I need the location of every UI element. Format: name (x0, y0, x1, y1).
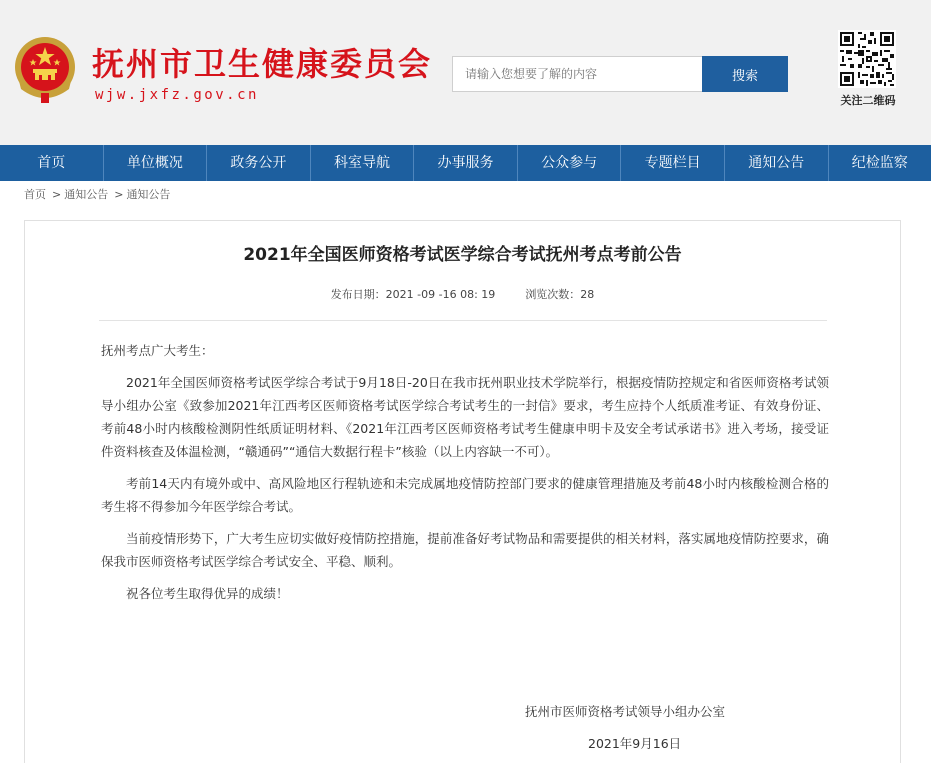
article-body (101, 339, 829, 614)
site-domain: wjw.jxfz.gov.cn (95, 87, 259, 103)
site-title: 抚州市卫生健康委员会 (92, 45, 433, 83)
qr-code-icon (838, 30, 896, 88)
nav-item-overview[interactable]: 单位概况 (104, 145, 208, 181)
main-nav (0, 145, 931, 181)
nav-item-public-participation[interactable]: 公众参与 (518, 145, 622, 181)
nav-item-government-affairs[interactable]: 政务公开 (207, 145, 311, 181)
article-sign-date: 2021年9月16日 (588, 736, 682, 751)
breadcrumb-separator: > (52, 188, 62, 201)
nav-item-special-topics[interactable]: 专题栏目 (621, 145, 725, 181)
publish-date: 发布日期：2021 -09 -16 08: 19 (330, 288, 496, 301)
article-title: 2021年全国医师资格考试医学综合考试抚州考点考前公告 (243, 245, 682, 265)
breadcrumb-current[interactable]: 通知公告 (126, 188, 171, 201)
nav-item-services[interactable]: 办事服务 (414, 145, 518, 181)
article-signature: 抚州市医师资格考试领导小组办公室 (525, 704, 726, 719)
article-paragraph: 2021年全国医师资格考试医学综合考试于9月18日-20日在我市抚州职业技术学院举行，根据疫情防控规定和省医师资格考试领导小组办公室《致参加2021年江西考区医师资格考试医学综合考试考生的一封信》要求，考生应持个人纸质准考证、有效身份证、考前48小时内核酸检测阴性纸质证明材料、《2021年江西考区医师资格考试考生健康申明卡及安全考试承诺书》进入考场，接受证件资料核查及体温检测，“赣通码”“通信大数据行程卡”核验（以上内容缺一不可）。 (101, 375, 829, 459)
article-paragraph: 祝各位考生取得优异的成绩！ (126, 586, 289, 601)
breadcrumb (24, 187, 170, 203)
article-container (24, 220, 901, 763)
national-emblem-icon (13, 35, 77, 105)
search-button[interactable]: 搜索 (702, 56, 788, 92)
qr-code-label: 关注二维码 (840, 94, 896, 107)
breadcrumb-home[interactable]: 首页 (24, 188, 46, 201)
article-paragraph: 考前14天内有境外或中、高风险地区行程轨迹和未完成属地疫情防控部门要求的健康管理措施及考前48小时内核酸检测合格的考生将不得参加今年医学综合考试。 (101, 476, 829, 514)
nav-item-discipline-inspection[interactable]: 纪检监察 (851, 155, 908, 171)
breadcrumb-separator: > (114, 188, 124, 201)
article-meta (25, 287, 900, 303)
site-header (0, 0, 931, 145)
search-input[interactable] (452, 56, 702, 92)
nav-item-departments[interactable]: 科室导航 (311, 145, 415, 181)
article-greeting: 抚州考点广大考生： (101, 343, 214, 358)
nav-item-home[interactable]: 首页 (0, 145, 104, 181)
nav-item-notices[interactable]: 通知公告 (725, 145, 829, 181)
view-count: 浏览次数：28 (525, 288, 595, 301)
breadcrumb-notices[interactable]: 通知公告 (64, 188, 109, 201)
article-paragraph: 当前疫情形势下，广大考生应切实做好疫情防控措施，提前准备好考试物品和需要提供的相关材料，落实属地疫情防控要求，确保我市医师资格考试医学综合考试安全、平稳、顺利。 (101, 531, 829, 569)
title-divider (99, 320, 827, 321)
